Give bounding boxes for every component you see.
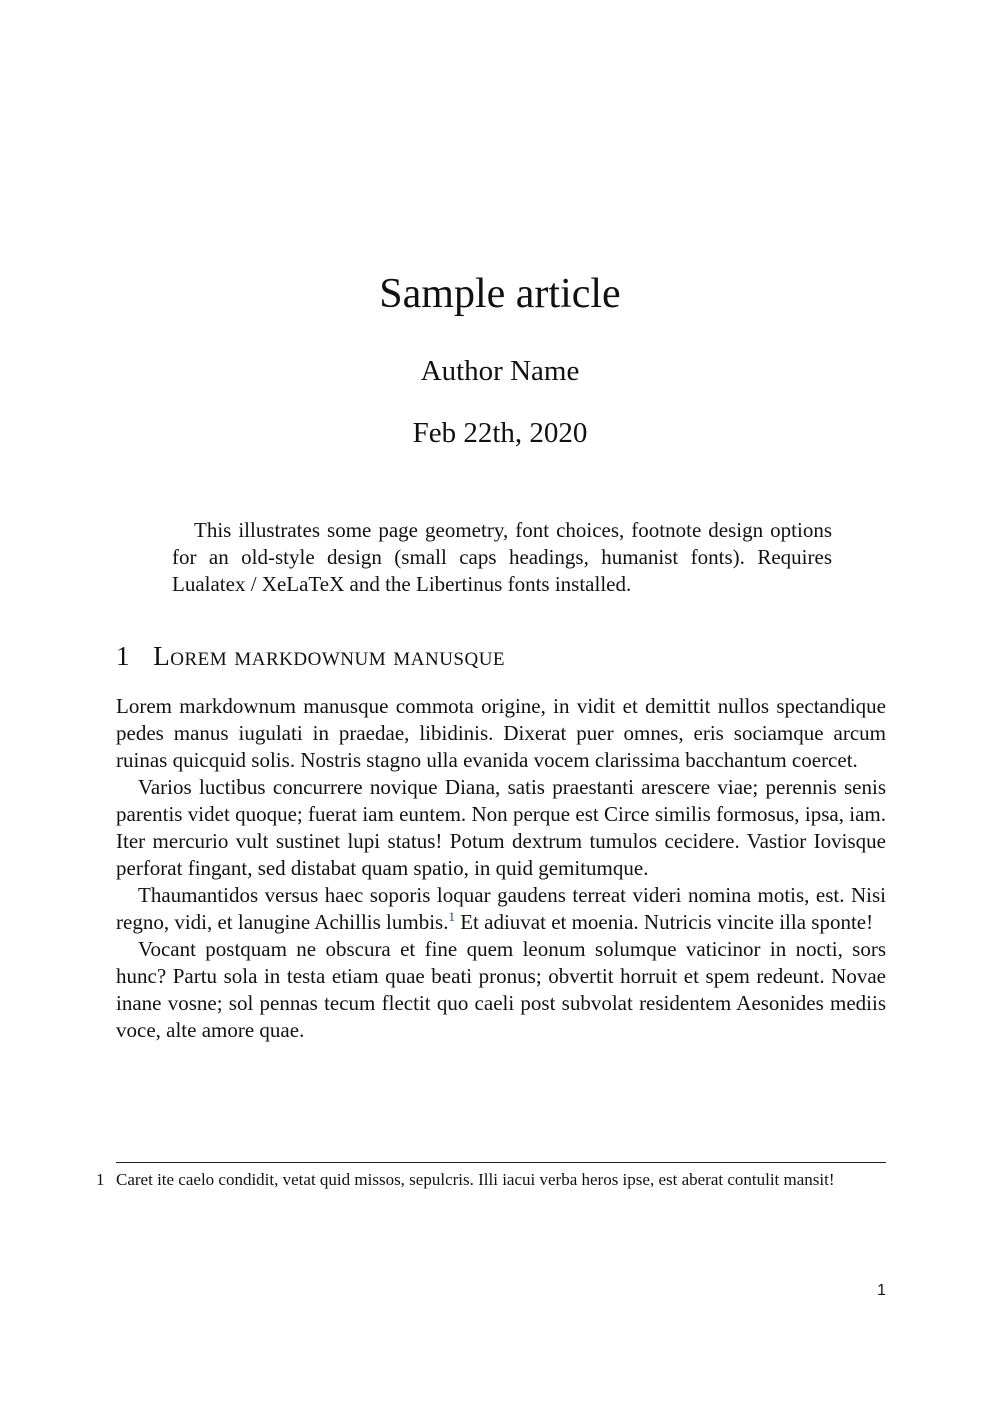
section-title: Lorem markdownum manusque bbox=[153, 641, 506, 671]
section-body bbox=[116, 693, 886, 1044]
paragraph-3-text-before: Thaumantidos versus haec soporis loquar gaudens terreat videri nomina motis, est. Nisi regno, vidi, et lanugine Achillis lumbis. bbox=[116, 883, 886, 934]
section-number: 1 bbox=[116, 641, 130, 671]
footnote-text: Caret ite caelo condidit, vetat quid missos, sepulcris. Illi iacui verba heros ipse, est aberat contulit mansit! bbox=[116, 1170, 835, 1189]
footnote bbox=[96, 1168, 886, 1191]
article-date: Feb 22th, 2020 bbox=[412, 417, 588, 449]
paragraph-4: Vocant postquam ne obscura et fine quem leonum solumque vaticinor in nocti, sors hunc? Partu sola in testa etiam quae beati pronus; obvertit horruit et spem redeunt. Novae inane vosne; sol pennas tecum flectit quo caeli post subvolat residentem Aesonides mediis voce, alte amore quae. bbox=[116, 937, 886, 1042]
section-heading bbox=[116, 638, 886, 674]
article-title: Sample article bbox=[379, 271, 621, 317]
footnote-rule bbox=[116, 1162, 886, 1163]
paragraph-3-text-after: Et adiuvat et moenia. Nutricis vincite illa sponte! bbox=[454, 910, 874, 934]
page-number: 1 bbox=[877, 1282, 886, 1299]
paragraph-2: Varios luctibus concurrere novique Diana, satis praestanti arescere viae; perennis senis parentis videt quoque; fuerat iam euntem. Non perque est Circe similis formosus, ipsa, iam. Iter mercurio vult sustinet lupi status! Potum dextrum tumulos cecidere. Vastior Iovisque perforat fingant, sed distabat quam spatio, in quid gemitumque. bbox=[116, 775, 886, 880]
footnote-number: 1 bbox=[96, 1170, 105, 1189]
abstract: This illustrates some page geometry, font choices, footnote design options for an old-style design (small caps headings, humanist fonts). Requires Lualatex / XeLaTeX and the Libertinus fonts installed. bbox=[172, 518, 832, 596]
paragraph-3 bbox=[116, 882, 886, 936]
footnote-reference[interactable]: 1 bbox=[448, 909, 455, 924]
paragraph-1: Lorem markdownum manusque commota origine, in vidit et demittit nullos spectandique pedes manus iugulati in praedae, libidinis. Dixerat puer omnes, eris sociamque arcum ruinas quicquid solis. Nostris stagno ulla evanida vocem clarissima bacchantum coercet. bbox=[116, 694, 886, 772]
author-name: Author Name bbox=[420, 355, 580, 387]
